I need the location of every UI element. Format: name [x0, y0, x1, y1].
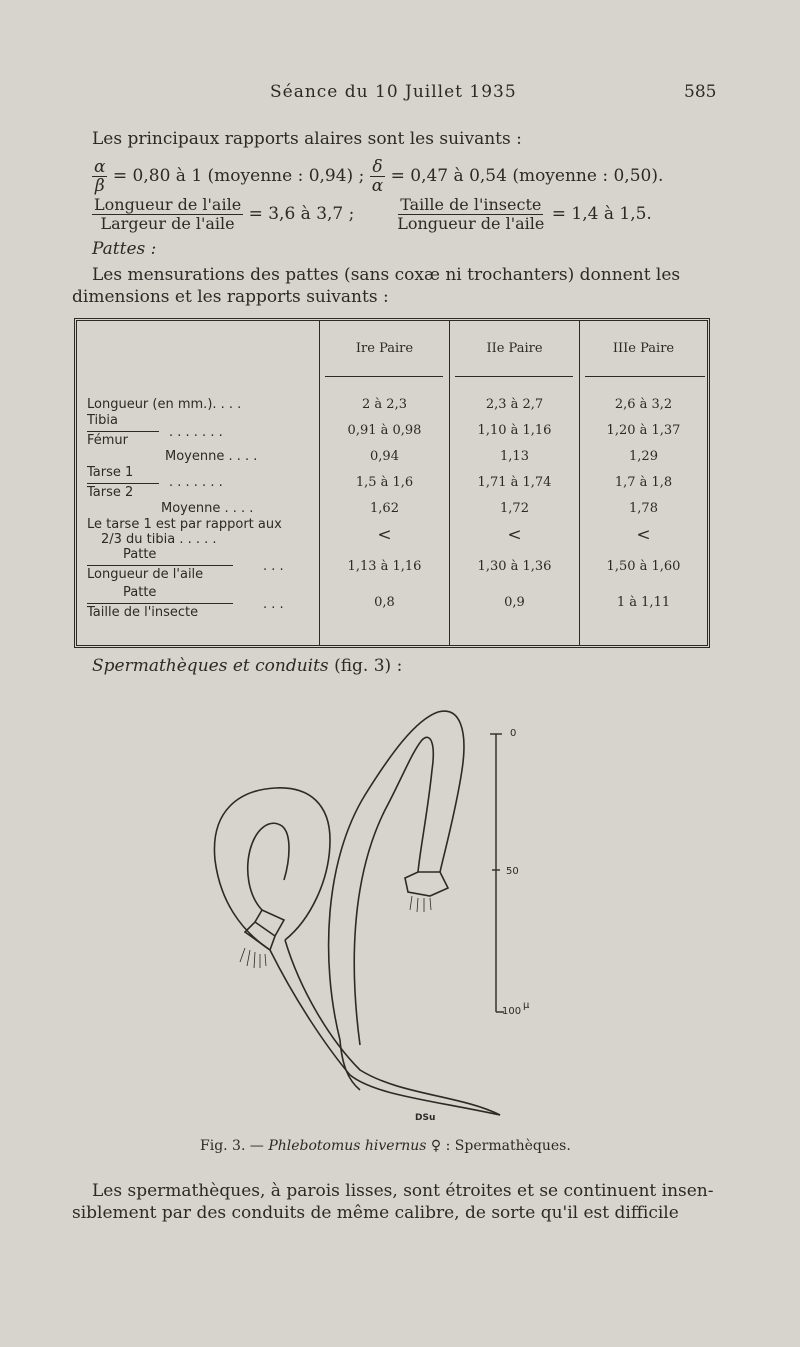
formula-line-2 [92, 196, 652, 233]
closing-text-line-1: Les spermathèques, à parois lisses, sont étroites et se continuent insen- [92, 1181, 714, 1201]
formula-value: = 1,4 à 1,5. [551, 204, 652, 224]
frac-den: Longueur de l'aile [397, 214, 545, 233]
scale-label-100: 100 [502, 1006, 522, 1017]
sperm-heading: Spermathèques et conduits [92, 656, 329, 676]
caption-prefix: Fig. 3. — [200, 1138, 269, 1154]
row-label-insect-size: Taille de l'insecte [87, 605, 199, 620]
row-dots: . . . [263, 559, 284, 574]
row-dots: . . . [263, 597, 284, 612]
row-dots: . . . . . . . [169, 475, 223, 490]
sperm-heading-line [92, 655, 402, 677]
frac-num: Longueur de l'aile [94, 195, 242, 214]
page-number: 585 [684, 82, 717, 102]
header-pair-2: IIe Paire [486, 341, 543, 356]
table-cell: 0,9 [504, 595, 525, 610]
table-cell: 1,10 à 1,16 [477, 423, 552, 438]
table-cell: 2 à 2,3 [362, 397, 407, 412]
table-cell: < [377, 525, 392, 545]
table-cell: 1,30 à 1,36 [477, 559, 552, 574]
table-cell: 1,50 à 1,60 [606, 559, 681, 574]
table-cell: 2,3 à 2,7 [485, 397, 544, 412]
fraction-size-ratio [395, 196, 546, 233]
figure-caption [200, 1138, 571, 1154]
sperm-fig-ref: (fig. 3) : [334, 656, 403, 676]
table-cell: < [636, 525, 651, 545]
table-cell: 1,72 [500, 501, 529, 516]
table-cell: 0,94 [370, 449, 399, 464]
row-label-tarse-tibia-1: Le tarse 1 est par rapport aux [87, 517, 282, 532]
row-label-mean: Moyenne . . . . [165, 449, 258, 464]
table-cell: 1,20 à 1,37 [606, 423, 681, 438]
row-label-tarse1: Tarse 1 [87, 465, 134, 480]
frac-num: δ [372, 157, 383, 177]
caption-suffix: ♀ : Spermathèques. [426, 1138, 571, 1154]
table-cell: 1,78 [629, 501, 658, 516]
measurements-table [74, 318, 710, 648]
row-dots: . . . . . . . [169, 425, 223, 440]
header-title: Séance du 10 Juillet 1935 [270, 82, 517, 102]
table-cell: 1,71 à 1,74 [477, 475, 552, 490]
intro-text: Les principaux rapports alaires sont les suivants : [92, 129, 522, 149]
row-label-femur: Fémur [87, 433, 129, 448]
fraction-alpha-beta [92, 158, 107, 195]
scale-label-50: 50 [506, 866, 519, 877]
fraction-wing-ratio [92, 196, 243, 233]
closing-text-line-2: siblement par des conduits de même calibre, de sorte qu'il est difficile [72, 1203, 679, 1223]
formula-value: = 0,80 à 1 (moyenne : 0,94) ; [112, 166, 365, 186]
header-pair-3: IIIe Paire [612, 341, 675, 356]
table-cell: 1,29 [629, 449, 658, 464]
caption-species: Phlebotomus hivernus [268, 1138, 427, 1154]
spermatheca-figure [200, 700, 560, 1130]
table-cell: 0,8 [374, 595, 395, 610]
row-label-length: Longueur (en mm.). . . . [87, 397, 242, 412]
table-cell: 1,13 [500, 449, 529, 464]
formula-line-1 [92, 158, 663, 195]
table-cell: 1,13 à 1,16 [347, 559, 422, 574]
frac-num: Taille de l'insecte [400, 195, 542, 214]
row-label-tarse-tibia-2: 2/3 du tibia . . . . . [101, 532, 217, 547]
table-cell: 1 à 1,11 [616, 595, 671, 610]
frac-den: Largeur de l'aile [100, 214, 235, 233]
row-label-patte: Patte [123, 547, 157, 562]
formula-value: = 0,47 à 0,54 (moyenne : 0,50). [390, 166, 664, 186]
figure-signature: DSu [415, 1113, 436, 1123]
table-cell: < [507, 525, 522, 545]
pattes-text-line-1: Les mensurations des pattes (sans coxæ ni trochanters) donnent les [92, 265, 681, 285]
scale-unit: μ [523, 1000, 530, 1011]
frac-num: α [94, 157, 106, 177]
scale-label-0: 0 [510, 728, 517, 739]
table-cell: 1,5 à 1,6 [355, 475, 414, 490]
table-cell: 0,91 à 0,98 [347, 423, 422, 438]
row-label-wing-length: Longueur de l'aile [87, 567, 204, 582]
frac-den: α [371, 176, 384, 196]
row-label-mean: Moyenne . . . . [161, 501, 254, 516]
table-cell: 1,7 à 1,8 [614, 475, 673, 490]
pattes-text-line-2: dimensions et les rapports suivants : [72, 287, 389, 307]
header-pair-1: Ire Paire [355, 341, 414, 356]
formula-value: = 3,6 à 3,7 ; [248, 204, 355, 224]
row-label-tibia: Tibia [87, 413, 118, 428]
running-header [0, 78, 800, 108]
row-label-patte: Patte [123, 585, 157, 600]
table-cell: 1,62 [370, 501, 399, 516]
table-cell: 2,6 à 3,2 [614, 397, 673, 412]
pattes-heading: Pattes : [92, 239, 157, 259]
row-label-tarse2: Tarse 2 [87, 485, 134, 500]
fraction-delta-alpha [370, 158, 385, 195]
frac-den: β [94, 176, 105, 196]
